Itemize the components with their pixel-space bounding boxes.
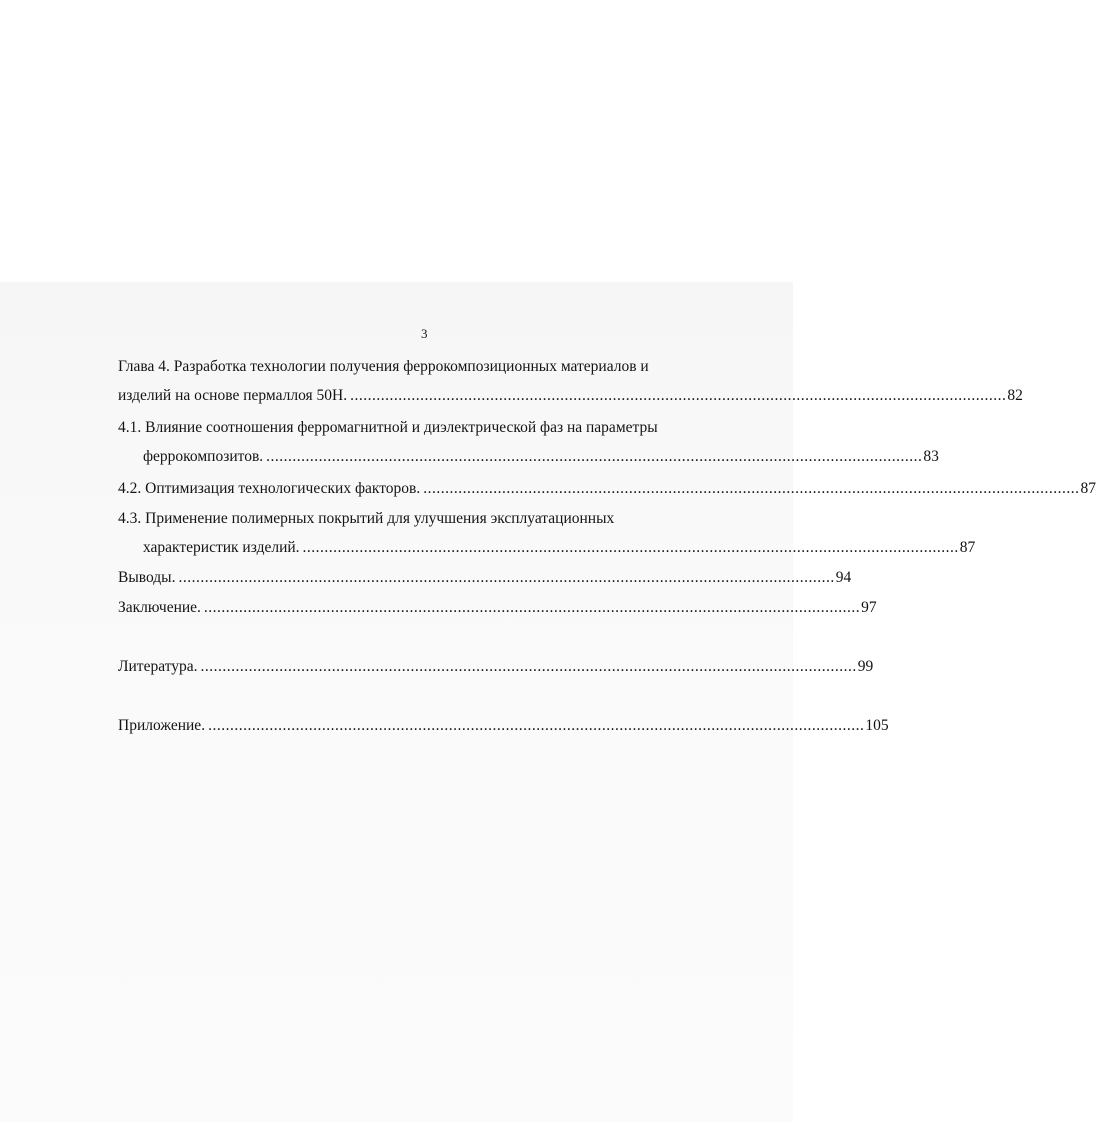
toc-section-4-3-text: 4.3. Применение полимерных покрытий для улучшения эксплуатационных [118, 510, 615, 527]
toc-entry-page: 105 [865, 717, 889, 734]
toc-entry-section-4-3 [143, 538, 976, 558]
toc-entry-appendix [118, 716, 889, 736]
toc-entry-label: феррокомпозитов. [143, 448, 264, 465]
toc-entry-page: 99 [857, 658, 874, 675]
toc-entry-page: 83 [923, 448, 939, 465]
leader-dots: ...................................................................................................................................................... [423, 480, 1080, 497]
toc-entry-page: 94 [835, 569, 852, 586]
leader-dots: ...................................................................................................................................................... [266, 448, 923, 465]
toc-entry-section-4-2 [118, 479, 1096, 499]
toc-section-4-3-line1 [118, 509, 614, 529]
toc-entry-conclusions [118, 568, 852, 588]
toc-entry-page: 97 [861, 599, 877, 616]
leader-dots: ...................................................................................................................................................... [208, 717, 865, 734]
toc-entry-label: Заключение. [118, 599, 201, 616]
toc-section-4-1-line1 [118, 418, 658, 438]
toc-section-4-1-text: 4.1. Влияние соотношения ферромагнитной и диэлектрической фаз на параметры [118, 419, 658, 436]
toc-entry-section-4-1 [143, 447, 939, 467]
toc-entry-label: характеристик изделий. [143, 539, 300, 556]
scan-background [0, 282, 793, 1122]
page-number: 3 [421, 326, 428, 341]
toc-entry-chapter4 [118, 386, 1023, 406]
toc-entry-label: изделий на основе пермаллоя 50Н. [118, 387, 348, 404]
toc-entry-page: 87 [959, 539, 976, 556]
leader-dots: ...................................................................................................................................................... [200, 658, 857, 675]
toc-chapter4-title-text: Глава 4. Разработка технологии получения феррокомпозиционных материалов и [118, 358, 649, 375]
toc-entry-label: Литература. [118, 658, 198, 675]
leader-dots: ...................................................................................................................................................... [203, 599, 861, 616]
toc-entry-page: 87 [1080, 480, 1096, 497]
toc-entry-label: Выводы. [118, 569, 176, 586]
toc-entry-summary [118, 598, 877, 618]
leader-dots: ...................................................................................................................................................... [350, 387, 1007, 404]
toc-entry-references [118, 657, 874, 677]
toc-entry-label: 4.2. Оптимизация технологических факторов. [118, 480, 421, 497]
toc-entry-label: Приложение. [118, 717, 206, 734]
leader-dots: ...................................................................................................................................................... [178, 569, 835, 586]
toc-chapter4-title-line1 [118, 357, 649, 377]
leader-dots: ...................................................................................................................................................... [302, 539, 959, 556]
toc-entry-page: 82 [1007, 387, 1023, 404]
